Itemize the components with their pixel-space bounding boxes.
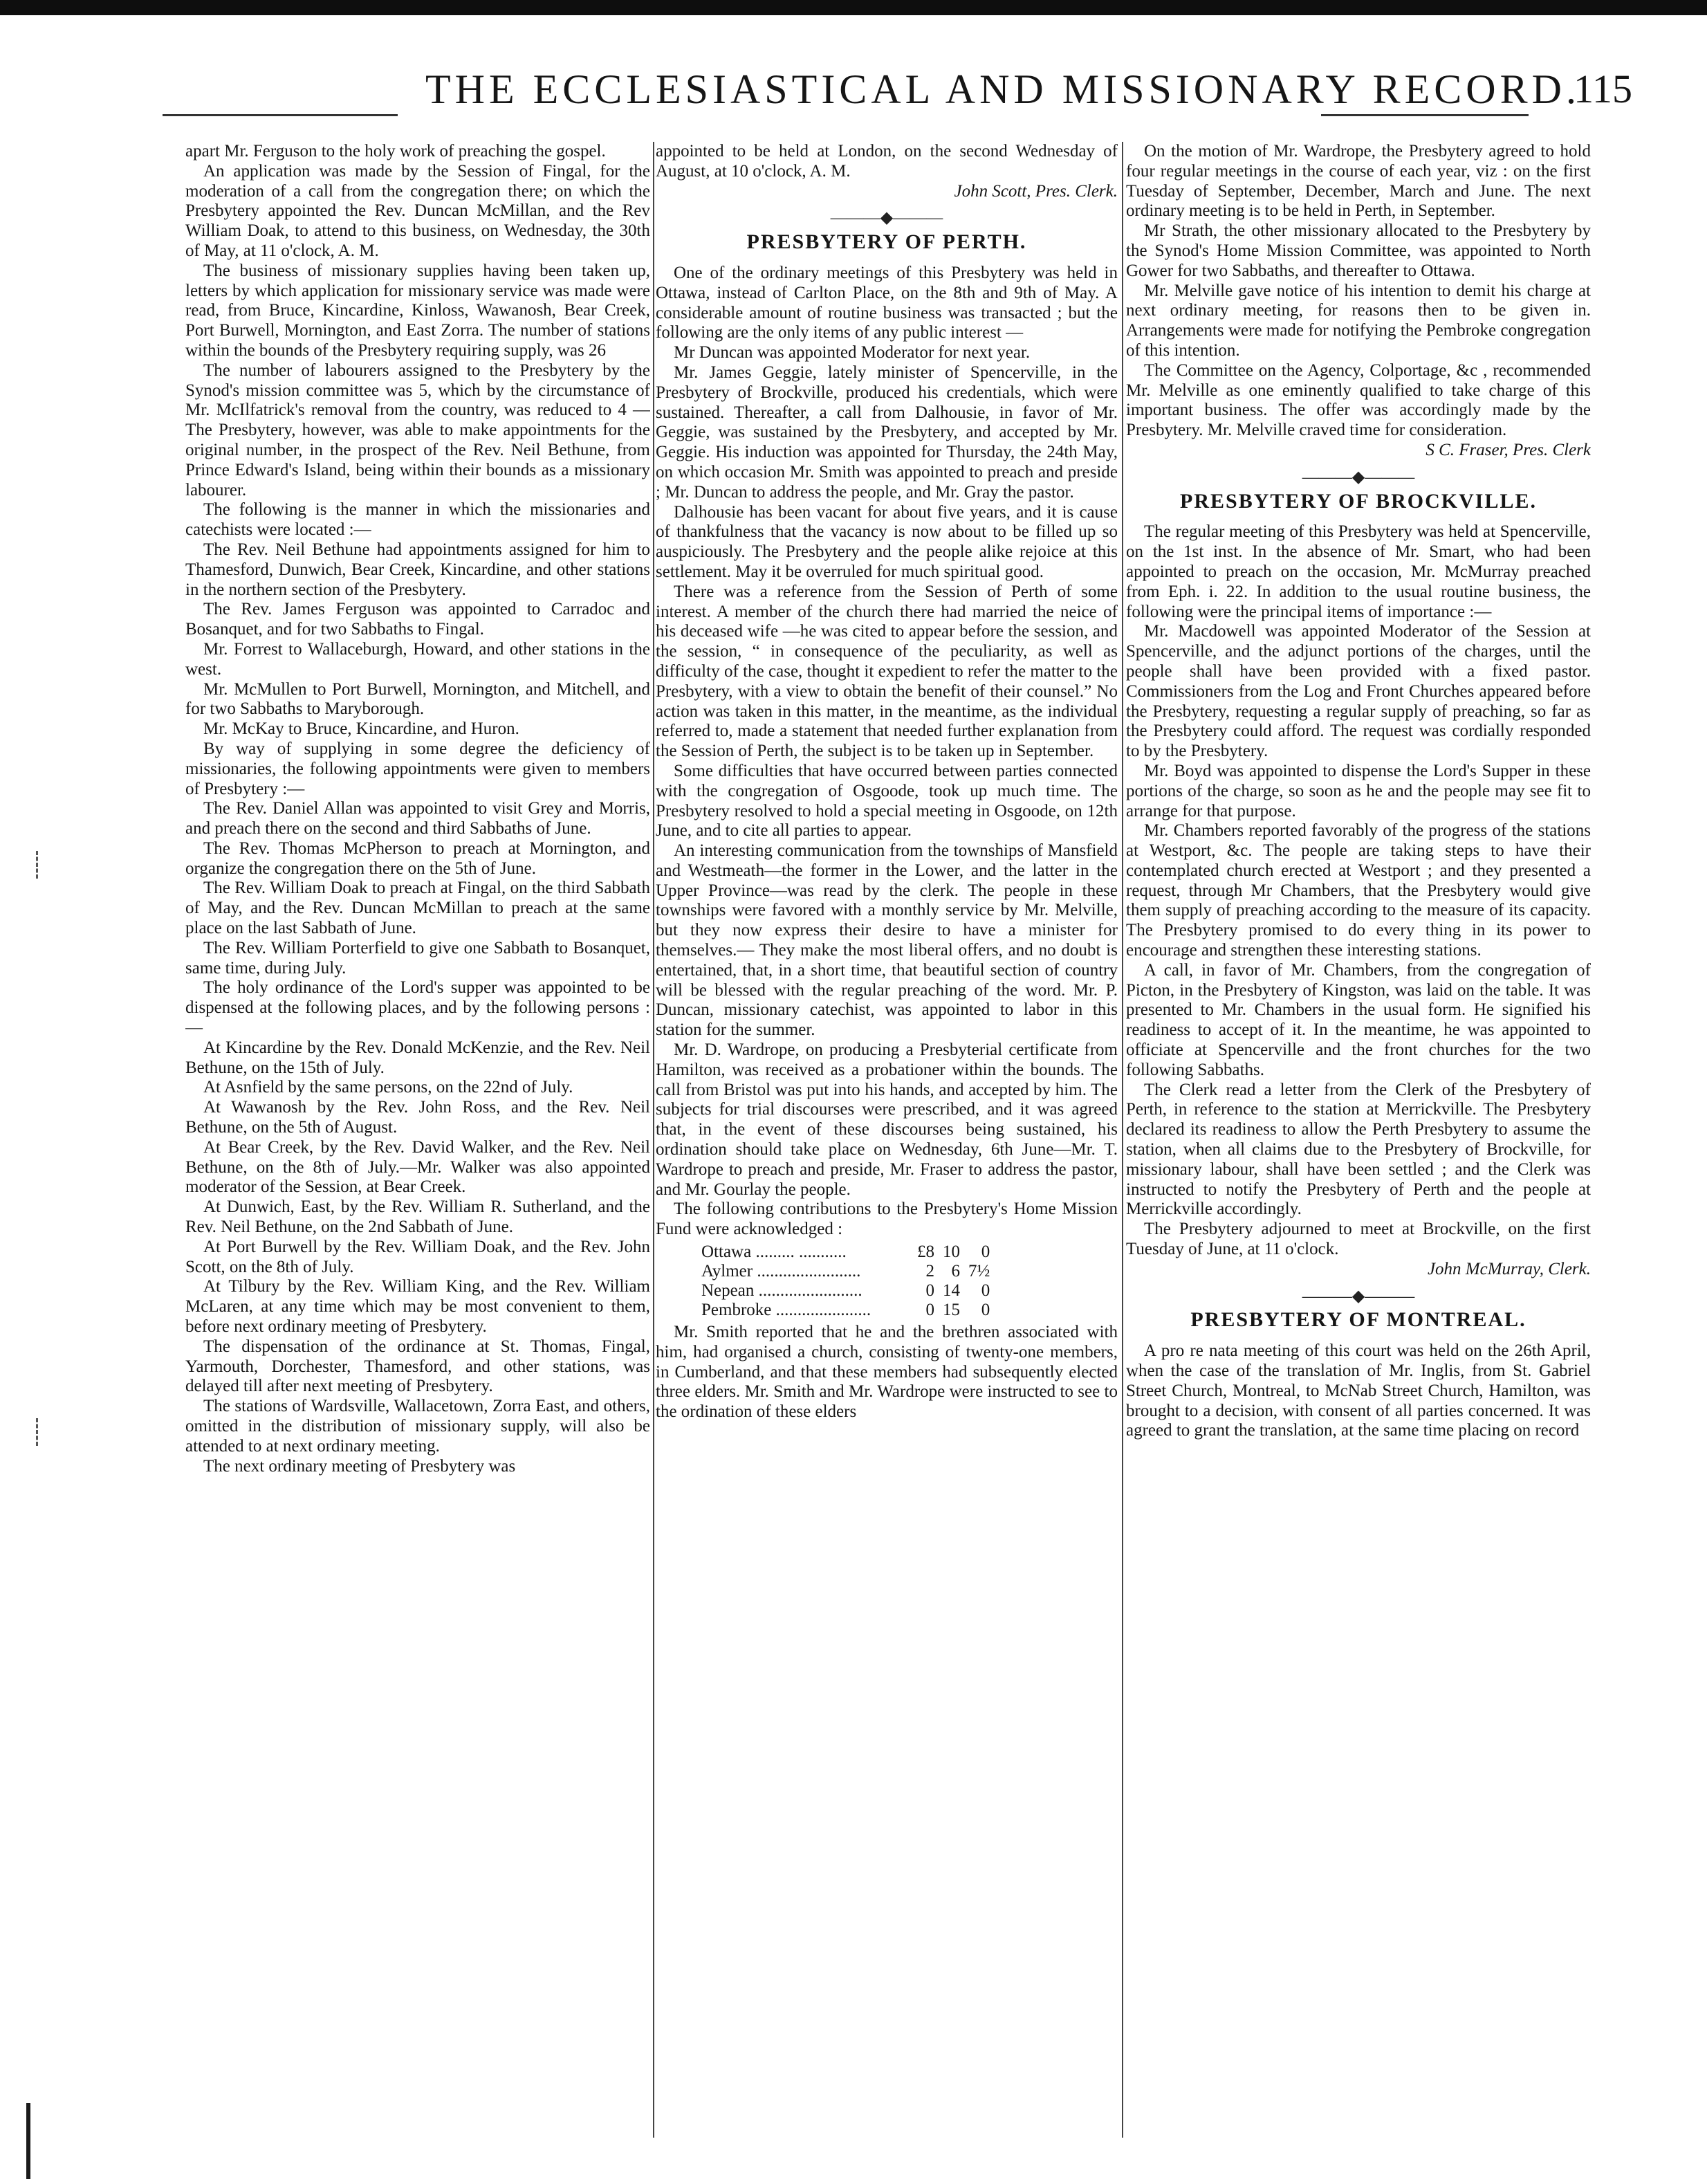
page-header [163,66,1632,121]
contribution-pence: 0 [981,1281,990,1301]
paragraph: The Committee on the Agency, Colportage, &c , recommended Mr. Melville as one eminently qualified to take charge of this important business. The offer was accordingly made by the Presbytery. Mr. Melville craved time for consideration. [1126,360,1591,440]
paragraph: An application was made by the Session of Fingal, for the moderation of a call from the congregation there; on which the Presbytery appointed the Rev. Duncan McMillan, and the Rev William Doak, to attend to this business, on Wednesday, the 30th of May, at 11 o'clock, A. M. [185,161,650,260]
contribution-pounds: £8 [917,1242,934,1262]
contribution-shillings: 10 [943,1242,960,1262]
clerk-signature: John Scott, Pres. Clerk. [954,181,1118,201]
contribution-pounds: 0 [925,1281,934,1301]
contribution-place: Aylmer ........................ [701,1262,861,1281]
paragraph: The Clerk read a letter from the Clerk of the Presbytery of Perth, in reference to the station at Merrickville. The Presbytery declared its readiness to allow the Perth Presbytery to assume the station, when all claims due to the Presbytery of Brockville, for missionary labour, shall have been settled ; and the Clerk was instructed to notify the Presbytery of Perth and the people at Merrickville accordingly. [1126,1080,1591,1219]
section-heading: PRESBYTERY OF PERTH. [746,230,1027,254]
paragraph: A pro re nata meeting of this court was held on the 26th April, when the case of the translation of Mr. Inglis, from St. Gabriel Street Church, Montreal, to McNab Street Church, Hamilton, was brought to a decision, with consent of all parties concerned. It was agreed to grant the translation, at the same time placing on record [1126,1341,1591,1440]
section-ornament: ———◆——— [830,209,943,228]
section-heading: PRESBYTERY OF MONTREAL. [1190,1308,1526,1332]
column-left [185,142,650,2138]
paragraph: There was a reference from the Session of Perth of some interest. A member of the church there had married the neice of his deceased wife —he was cited to appear before the session, and the session, “ in consequence of the peculiarity, as well as difficulty of the case, thought it expedient to refer the matter to the Presbytery, with a view to obtain the benefit of their counsel.” No action was taken in this matter, in the meantime, as the individual referred to, made a statement that needed further explanation from the Session of Perth, the subject is to be taken up in September. [656,582,1118,761]
header-rule-left [163,114,398,116]
margin-speck [36,1418,41,1446]
paragraph: On the motion of Mr. Wardrope, the Presbytery agreed to hold four regular meetings in the course of each year, viz : on the first Tuesday of September, December, March and June. The next ordinary meeting is to be held in Perth, in September. [1126,142,1591,221]
contribution-pence: 0 [981,1242,990,1262]
paragraph: apart Mr. Ferguson to the holy work of preaching the gospel. [185,142,606,160]
contribution-shillings: 14 [943,1281,960,1301]
paragraph: appointed to be held at London, on the second Wednesday of August, at 10 o'clock, A. M. [656,142,1118,181]
paragraph: Mr. McKay to Bruce, Kincardine, and Huron. [203,719,519,739]
paragraph: Mr. Smith reported that he and the brethren associated with him, had organised a church, consisting of twenty-one members, in Cumberland, and that these members had subsequently elected three elders. Mr. Smith and Mr. Wardrope were instructed to see to the ordination of these elders [656,1323,1118,1422]
paragraph: Mr. James Geggie, lately minister of Spencerville, in the Presbytery of Brockville, produced his credentials, which were sustained. Thereafter, a call from Dalhousie, in favor of Mr. Geggie, was sustained by the Presbytery, and accepted by Mr. Geggie. His induction was appointed for Thursday, the 24th May, on which occasion Mr. Smith was appointed to preach and preside ; Mr. Duncan to address the people, and Mr. Gray the pastor. [656,363,1118,502]
paragraph: The Presbytery adjourned to meet at Brockville, on the first Tuesday of June, at 11 o'clock. [1126,1220,1591,1259]
paragraph: The Rev. William Doak to preach at Fingal, on the third Sabbath of May, and the Rev. Duncan McMillan to preach at the same place on the last Sabbath of June. [185,879,650,938]
paragraph: Some difficulties that have occurred between parties connected with the congregation of Osgoode, took up much time. The Presbytery resolved to hold a special meeting in Osgoode, on 12th June, and to cite all parties to appear. [656,761,1118,841]
paragraph: At Kincardine by the Rev. Donald McKenzie, and the Rev. Neil Bethune, on the 15th of July. [185,1038,650,1077]
header-rule-right [1321,114,1529,116]
table-row [697,1281,994,1301]
paragraph: Mr Duncan was appointed Moderator for next year. [674,343,1031,363]
paragraph: The following is the manner in which the missionaries and catechists were located :— [185,500,650,540]
binding-edge-mark [26,2103,51,2179]
paragraph: The dispensation of the ordinance at St. Thomas, Fingal, Yarmouth, Dorchester, Thamesford, and other stations, was delayed till after next meeting of Presbytery. [185,1337,650,1396]
paragraph: The next ordinary meeting of Presbytery was [203,1456,516,1476]
paragraph: At Dunwich, East, by the Rev. William R. Sutherland, and the Rev. Neil Bethune, on the 2nd Sabbath of June. [185,1197,650,1237]
contribution-pence: 7½ [968,1262,990,1281]
contribution-shillings: 15 [943,1301,960,1320]
section-ornament: ———◆——— [1302,1287,1415,1305]
paragraph: At Port Burwell by the Rev. William Doak, and the Rev. John Scott, on the 8th of July. [185,1237,650,1276]
contribution-pence: 0 [981,1301,990,1320]
paragraph: The holy ordinance of the Lord's supper was appointed to be dispensed at the following places, and by the following persons :— [185,978,650,1038]
paragraph: Mr. McMullen to Port Burwell, Mornington, and Mitchell, and for two Sabbaths to Maryborough. [185,679,650,719]
paragraph: The regular meeting of this Presbytery was held at Spencerville, on the 1st inst. In the absence of Mr. Smart, who had been appointed to preach on the occasion, Mr. McMurray preached from Eph. i. 22. In addition to the usual routine business, the following were the principal items of importance :— [1126,522,1591,621]
contribution-place: Ottawa ......... ........... [701,1242,847,1262]
paragraph: The Rev. Thomas McPherson to preach at Mornington, and organize the congregation there on the 5th of June. [185,838,650,878]
paragraph: At Asnfield by the same persons, on the 22nd of July. [203,1078,573,1097]
contribution-pounds: 2 [925,1262,934,1281]
paragraph: Mr. Chambers reported favorably of the progress of the stations at Westport, &c. The people are taking steps to have their contemplated church erected at Westport ; and they presented a request, through Mr Chambers, that the Presbytery would give them supply of preaching according to the measure of its capacity. The Presbytery promised to do every thing in its power to encourage and strengthen these interesting stations. [1126,821,1591,960]
table-row [697,1301,994,1320]
clerk-signature: John McMurray, Clerk. [1427,1259,1591,1278]
contribution-place: Pembroke ...................... [701,1301,871,1320]
paragraph: Mr. Forrest to Wallaceburgh, Howard, and other stations in the west. [185,639,650,679]
contributions-table [697,1242,994,1320]
paragraph: Mr. Boyd was appointed to dispense the Lord's Supper in these portions of the charge, so soon as he and the people may see fit to arrange for that purpose. [1126,761,1591,820]
paragraph: Mr. Melville gave notice of his intention to demit his charge at next ordinary meeting, for reasons then to be given in. Arrangements were made for notifying the Pembroke congregation of this intention. [1126,281,1591,360]
page-number: 115 [1574,66,1632,111]
contribution-shillings: 6 [951,1262,960,1281]
paragraph: Dalhousie has been vacant for about five years, and it is cause of thankfulness that the vacancy is now about to be filled up so auspiciously. The Presbytery and the people alike rejoice at this settlement. May it be overruled for much spiritual good. [656,502,1118,581]
paragraph: At Bear Creek, by the Rev. David Walker, and the Rev. Neil Bethune, on the 8th of July.—Mr. Walker was also appointed moderator of the Session, at Bear Creek. [185,1137,650,1197]
paragraph: Mr. D. Wardrope, on producing a Presbyterial certificate from Hamilton, was received as a probationer within the bounds. The call from Bristol was put into his hands, and accepted by him. The subjects for trial discourses were prescribed, and it was agreed that, in the event of these discourses being sustained, his ordination should take place on Wednesday, 6th June—Mr. T. Wardrope to preach and preside, Mr. Fraser to address the pastor, and Mr. Gourlay the people. [656,1040,1118,1199]
paragraph: The Rev. William Porterfield to give one Sabbath to Bosanquet, same time, during July. [185,938,650,978]
paragraph: An interesting communication from the townships of Mansfield and Westmeath—the former in the Lower, and the latter in the Upper Province—was read by the clerk. The people in these townships were favored with a monthly service by Mr. Melville, but they now express their desire to have a minister for themselves.— They make the most liberal offers, and no doubt is entertained, that, in a short time, that beautiful section of country will be blessed with the regular preaching of the word. Mr. P. Duncan, missionary catechist, was appointed to labor in this station for the summer. [656,841,1118,1040]
paragraph: One of the ordinary meetings of this Presbytery was held in Ottawa, instead of Carlton Place, on the 8th and 9th of May. A considerable amount of routine business was transacted ; but the following are the only items of any public interest — [656,263,1118,342]
paragraph: The Rev. Daniel Allan was appointed to visit Grey and Morris, and preach there on the second and third Sabbaths of June. [185,799,650,838]
paragraph: Mr. Macdowell was appointed Moderator of the Session at Spencerville, and the adjunct portions of the charges, until the people shall have been provided with a fixed pastor. Commissioners from the Log and Front Churches appeared before the Presbytery, requesting a regular supply of preaching, so far as the Presbytery could afford. The request was cordially responded to by the Presbytery. [1126,622,1591,761]
paragraph: The number of labourers assigned to the Presbytery by the Synod's mission committee was 5, which by the circumstance of Mr. McIlfatrick's removal from the country, was reduced to 4 — The Presbytery, however, was able to make appointments for the original number, in the prospect of the Rev. Neil Bethune, from Prince Edward's Island, being within their bounds as a missionary labourer. [185,360,650,499]
paragraph: Mr Strath, the other missionary allocated to the Presbytery by the Synod's Home Mission Committee, was appointed to North Gower for two Sabbaths, and thereafter to Ottawa. [1126,221,1591,280]
table-row [697,1262,994,1281]
contribution-pounds: 0 [925,1301,934,1320]
paragraph: The Rev. James Ferguson was appointed to Carradoc and Bosanquet, and for two Sabbaths to Fingal. [185,600,650,639]
clerk-signature: S C. Fraser, Pres. Clerk [1425,440,1591,459]
column-divider [1122,142,1123,2138]
paragraph: The stations of Wardsville, Wallacetown, Zorra East, and others, omitted in the distribution of missionary supply, will also be attended to at next ordinary meeting. [185,1397,650,1456]
section-ornament: ———◆——— [1302,468,1415,486]
margin-speck [36,851,41,879]
paragraph: By way of supplying in some degree the deficiency of missionaries, the following appointments were given to members of Presbytery :— [185,739,650,798]
paragraph: The following contributions to the Presbytery's Home Mission Fund were acknowledged : [656,1200,1118,1239]
section-heading: PRESBYTERY OF BROCKVILLE. [1180,489,1537,513]
table-row [697,1242,994,1262]
column-divider [653,142,654,2138]
paragraph: At Tilbury by the Rev. William King, and the Rev. William McLaren, at any time which may be most convenient to them, before next ordinary meeting of Presbytery. [185,1277,650,1337]
column-middle [656,142,1118,2138]
paragraph: The Rev. Neil Bethune had appointments assigned for him to Thamesford, Dunwich, Bear Creek, Kincardine, and other stations in the northern section of the Presbytery. [185,540,650,599]
paragraph: A call, in favor of Mr. Chambers, from the congregation of Picton, in the Presbytery of Kingston, was laid on the table. It was presented to Mr. Chambers in the usual form. He signified his readiness to accept of it. In the meantime, he was appointed to officiate at Spencerville and the front churches for the two following Sabbaths. [1126,960,1591,1079]
contribution-place: Nepean ........................ [701,1281,862,1301]
paragraph: At Wawanosh by the Rev. John Ross, and the Rev. Neil Bethune, on the 5th of August. [185,1098,650,1137]
column-right [1126,142,1591,2138]
paragraph: The business of missionary supplies having been taken up, letters by which application for missionary service was made were read, from Bruce, Kincardine, Kinloss, Wawanosh, Bear Creek, Port Burwell, Mornington, and East Zorra. The number of stations within the bounds of the Presbytery requiring supply, was 26 [185,261,650,360]
running-title: THE ECCLESIASTICAL AND MISSIONARY RECORD. [425,66,1580,112]
top-scan-border [0,0,1707,15]
